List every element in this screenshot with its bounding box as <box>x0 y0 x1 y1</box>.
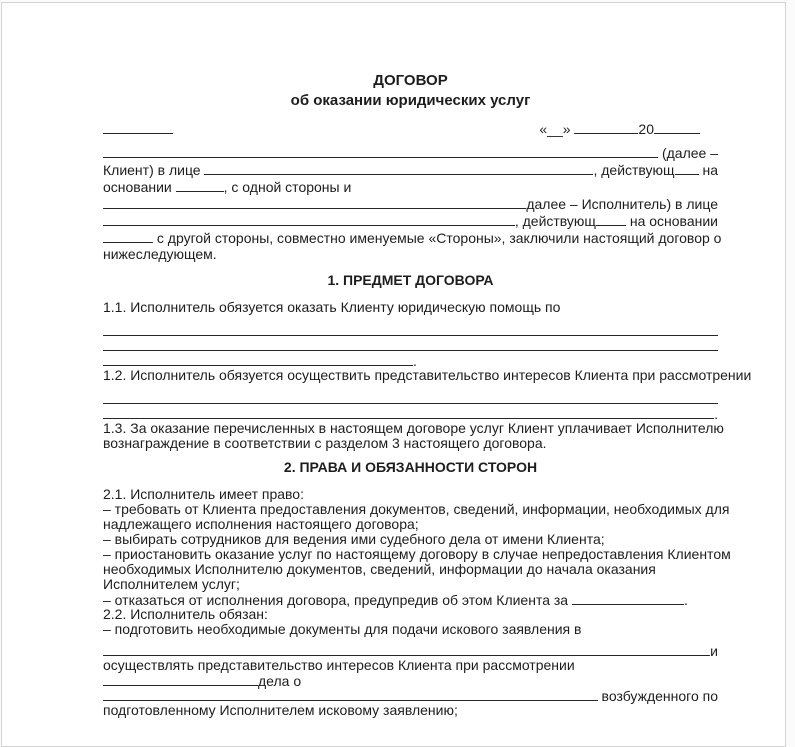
text-run: нижеследующем. <box>103 246 217 262</box>
blank-field <box>572 592 684 605</box>
blank-field <box>204 162 593 175</box>
title-text: ДОГОВОР <box>373 72 448 89</box>
text-run: дела о <box>258 673 302 689</box>
blank-field <box>103 145 658 158</box>
text-run: – выбирать сотрудников для ведения ими судебного дела от имени Клиента; <box>103 531 605 547</box>
text-run: . <box>714 406 718 422</box>
doc-line <box>103 338 718 353</box>
text-run: , с одной стороны и <box>223 179 352 195</box>
doc-line <box>103 300 718 315</box>
blank-field <box>103 323 718 336</box>
doc-line <box>103 367 752 383</box>
text-run: , действующ <box>593 162 675 178</box>
blank-field <box>574 121 638 134</box>
text-run: 2.1. Исполнитель имеет право: <box>103 486 304 502</box>
contract-document <box>2 3 752 718</box>
doc-line <box>103 562 718 577</box>
doc-line <box>103 436 718 451</box>
doc-line <box>103 487 718 502</box>
blank-field <box>675 162 699 175</box>
paragraph <box>103 145 722 264</box>
text-run: Клиент) в лице <box>103 162 205 178</box>
text-run: и <box>710 643 718 659</box>
doc-line <box>103 501 730 517</box>
blank-field <box>103 213 515 226</box>
blank-field <box>103 406 714 419</box>
doc-line <box>103 230 722 247</box>
text-run: на основании <box>625 213 718 229</box>
blank-field <box>103 688 598 701</box>
date-field <box>539 121 718 137</box>
text-run: – отказаться от исполнения договора, предупредив об этом Клиента за <box>103 592 572 608</box>
blank-field <box>103 338 718 351</box>
doc-line <box>103 622 718 637</box>
text-run: 2.2. Исполнитель обязан: <box>103 606 268 622</box>
document-subtitle <box>103 91 718 111</box>
text-run: (далее – <box>658 145 718 161</box>
doc-line <box>103 658 718 673</box>
doc-line <box>103 196 718 213</box>
doc-line <box>103 162 718 179</box>
text-run: необходимых Исполнителю документов, сведений, информации до начала оказания <box>103 561 656 577</box>
text-run: подготовленному Исполнителем исковому заявлению; <box>103 702 458 718</box>
text-run: возбужденного по <box>597 688 718 704</box>
text-run: вознаграждение в соответствии с разделом 3 настоящего договора. <box>103 435 547 451</box>
text-run: – приостановить оказание услуг по настоящему договору в случае непредоставления Клиентом <box>103 546 731 562</box>
text-run: 20 <box>638 121 654 137</box>
doc-line <box>103 577 718 592</box>
doc-line <box>103 353 718 368</box>
paragraph <box>103 299 752 451</box>
doc-line <box>103 420 724 436</box>
text-run: 1.2. Исполнитель обязуется осуществить представительство интересов Клиента при рассмотрении <box>103 367 752 383</box>
city-date-row <box>103 121 718 136</box>
doc-line <box>103 406 718 421</box>
section-heading-2: 2. ПРАВА И ОБЯЗАННОСТИ СТОРОН <box>283 459 538 475</box>
text-run: 1.1. Исполнитель обязуется оказать Клиенту юридическую помощь по <box>103 299 561 315</box>
doc-line <box>103 247 718 264</box>
title-text: об оказании юридических услуг <box>290 92 531 109</box>
text-run: осуществлять представительство интересов Клиента при рассмотрении <box>103 657 575 673</box>
blank-field <box>654 121 700 134</box>
doc-line <box>103 391 718 406</box>
text-run: надлежащего исполнения настоящего договора; <box>103 516 419 532</box>
paragraph <box>103 486 731 718</box>
doc-line <box>103 703 718 718</box>
line-spacer <box>103 383 718 391</box>
section-heading-1: 1. ПРЕДМЕТ ДОГОВОРА <box>327 272 494 288</box>
text-run: – требовать от Клиента предоставления документов, сведений, информации, необходимых для <box>103 501 730 517</box>
city-blank-field <box>103 121 173 134</box>
text-run: 1.3. За оказание перечисленных в настоящем договоре услуг Клиент уплачивает Исполнителю <box>103 420 724 436</box>
text-run: . <box>413 353 417 369</box>
document-page <box>1 2 786 747</box>
doc-line <box>103 546 731 562</box>
text-run: на <box>698 162 718 178</box>
document-title-block <box>103 71 718 111</box>
doc-line <box>103 607 718 622</box>
doc-line <box>103 145 718 162</box>
blank-field <box>103 643 710 656</box>
document-title <box>103 71 718 91</box>
doc-line <box>103 688 718 703</box>
text-run: «__» <box>539 121 575 137</box>
doc-line <box>103 673 718 688</box>
doc-line <box>103 643 718 658</box>
doc-line <box>103 213 718 230</box>
blank-field <box>103 353 413 366</box>
doc-line <box>103 517 718 532</box>
doc-line <box>103 179 718 196</box>
blank-field <box>103 230 153 243</box>
blank-field <box>176 179 224 192</box>
line-spacer <box>103 315 718 323</box>
text-run: далее – Исполнитель) в лице <box>526 196 718 212</box>
text-run: Исполнителем услуг; <box>103 576 240 592</box>
doc-line <box>103 532 718 547</box>
text-run: , действующ <box>514 213 596 229</box>
blank-field <box>103 673 258 686</box>
blank-field <box>103 391 718 404</box>
blank-field <box>596 213 626 226</box>
text-run: . <box>683 592 688 608</box>
text-run: – подготовить необходимые документы для подачи искового заявления в <box>103 621 582 637</box>
text-run: основании <box>103 179 176 195</box>
doc-line <box>103 592 718 607</box>
doc-line <box>103 323 718 338</box>
blank-field <box>103 196 526 209</box>
text-run: с другой стороны, совместно именуемые «Стороны», заключили настоящий договор о <box>153 230 722 246</box>
